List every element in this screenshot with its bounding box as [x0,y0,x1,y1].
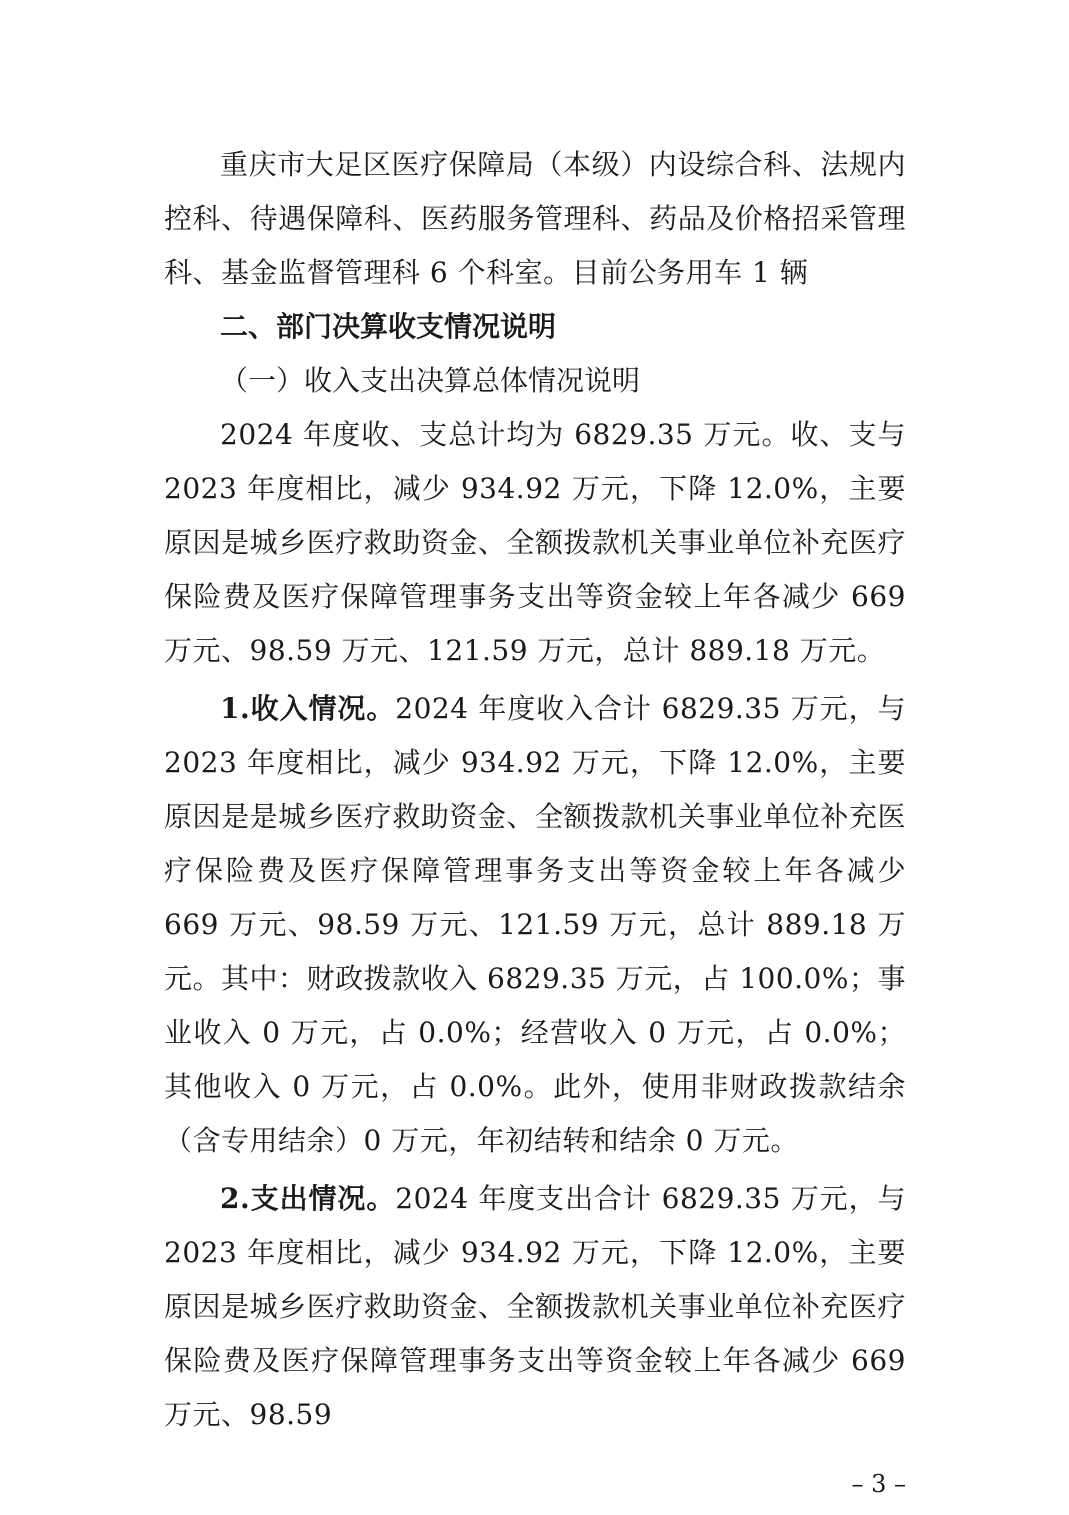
income-body: 2024 年度收入合计 6829.35 万元，与 2023 年度相比，减少 934.92 万元，下降 12.0%，主要原因是是城乡医疗救助资金、全额拨款机关事业单位补充医疗保险费及医疗保障管理事务支出等资金较上年各减少 669 万元、98.59 万元、121.59 万元，总计 889.18 万元。其中：财政拨款收入 6829.35 万元，占 100.0%；事业收入 0 万元，占 0.0%；经营收入 0 万元，占 0.0%；其他收入 0 万元，占 0.0%。此外，使用非财政拨款结余（含专用结余）0 万元，年初结转和结余 0 万元。 [164,692,907,1157]
paragraph-intro: 重庆市大足区医疗保障局（本级）内设综合科、法规内控科、待遇保障科、医药服务管理科、药品及价格招采管理科、基金监督管理科 6 个科室。目前公务用车 1 辆 [164,148,906,289]
expense-body: 2024 年度支出合计 6829.35 万元，与 2023 年度相比，减少 934.92 万元，下降 12.0%，主要原因是城乡医疗救助资金、全额拨款机关事业单位补充医疗保险费及医疗保障管理事务支出等资金较上年各减少 669 万元、98.59 [164,1182,907,1431]
paragraph-income [164,682,906,1168]
subsection-heading-1: （一）收入支出决算总体情况说明 [220,364,641,397]
document-page [164,138,906,1442]
paragraph-overall: 2024 年度收、支总计均为 6829.35 万元。收、支与 2023 年度相比，减少 934.92 万元，下降 12.0%，主要原因是城乡医疗救助资金、全额拨款机关事业单位补充医疗保险费及医疗保障管理事务支出等资金较上年各减少 669 万元、98.59 万元、121.59 万元，总计 889.18 万元。 [164,418,906,667]
expense-lead: 2.支出情况。 [220,1182,396,1215]
page-number: – 3 – [851,1470,906,1498]
section-heading-2: 二、部门决算收支情况说明 [220,310,557,343]
paragraph-expense [164,1172,906,1442]
income-lead: 1.收入情况。 [220,692,396,725]
